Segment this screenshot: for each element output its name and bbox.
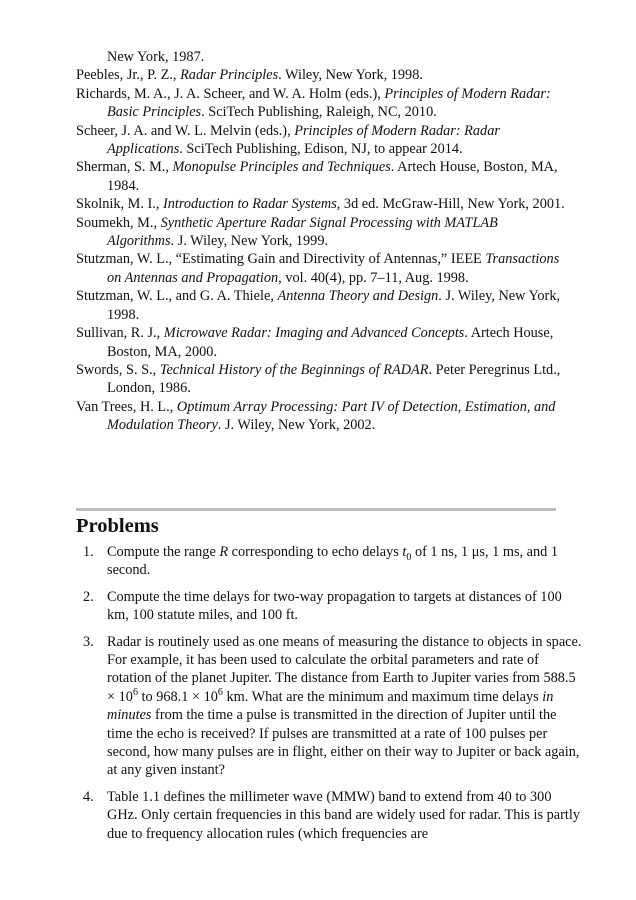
reference-entry: [76, 66, 568, 84]
reference-details: . Peter Peregrinus Ltd., London, 1986.: [107, 361, 561, 397]
problem-number: 2.: [83, 588, 94, 605]
problem-list: [76, 543, 584, 851]
reference-authors: Stutzman, W. L., “Estimating Gain and Directivity of Antennas,” IEEE: [76, 251, 486, 268]
reference-title: Microwave Radar: Imaging and Advanced Concepts: [163, 325, 465, 342]
problem-number: 3.: [83, 633, 94, 650]
reference-details: . Artech House, Boston, MA, 2000.: [107, 325, 554, 360]
reference-authors: Sherman, S. M.,: [76, 159, 173, 176]
reference-details: . Wiley, New York, 1998.: [278, 67, 423, 84]
reference-entry: [76, 361, 568, 398]
reference-authors: Skolnik, M. I.,: [76, 196, 163, 213]
problem-text: 0: [406, 551, 412, 563]
reference-entry: [76, 324, 568, 361]
reference-entry: [76, 122, 568, 159]
reference-title: Principles of Modern Radar: Radar Applications: [107, 122, 500, 158]
problem-text: R: [219, 544, 229, 560]
reference-details: . SciTech Publishing, Raleigh, NC, 2010.: [201, 104, 437, 121]
reference-title: Transactions on Antennas and Propagation: [107, 251, 560, 286]
reference-details: . J. Wiley, New York, 2002.: [217, 417, 376, 434]
reference-details: , vol. 40(4), pp. 7–11, Aug. 1998.: [278, 269, 469, 286]
reference-details: . Artech House, Boston, MA, 1984.: [107, 159, 558, 194]
reference-authors: Soumekh, M.,: [76, 214, 161, 231]
reference-details: . J. Wiley, New York, 1998.: [107, 288, 561, 323]
reference-title: Radar Principles: [180, 67, 279, 84]
reference-entry: [76, 250, 568, 287]
problem-item: [76, 633, 584, 780]
reference-entry: [76, 195, 568, 213]
reference-authors: Richards, M. A., J. A. Scheer, and W. A. Holm (eds.),: [76, 85, 385, 102]
problem-text: to 968.1 × 10: [137, 688, 218, 705]
reference-title: Introduction to Radar Systems: [162, 196, 337, 213]
reference-title: Monopulse Principles and Techniques: [172, 159, 391, 176]
problem-text: in minutes: [107, 688, 554, 724]
reference-authors: Stutzman, W. L., and G. A. Thiele,: [76, 288, 278, 305]
problem-text: 6: [132, 687, 138, 699]
reference-title: Optimum Array Processing: Part IV of Detection, Estimation, and Modulation Theory: [107, 398, 556, 434]
reference-authors: Peebles, Jr., P. Z.,: [76, 67, 181, 84]
problem-text: Compute the time delays for two-way propagation to targets at distances of 100 km, 100 statute miles, and 100 ft.: [107, 588, 562, 624]
reference-entry: [76, 48, 568, 66]
problem-item: [76, 788, 584, 843]
reference-authors: Scheer, J. A. and W. L. Melvin (eds.),: [76, 122, 295, 139]
problem-text: km. What are the minimum and maximum time delays: [222, 688, 543, 705]
reference-entry: [76, 85, 568, 122]
problem-item: [76, 543, 584, 580]
problem-number: 1.: [83, 544, 94, 560]
problem-number: 4.: [83, 788, 94, 805]
problems-heading: Problems: [76, 515, 159, 537]
reference-entry: [76, 158, 568, 195]
problem-text: Radar is routinely used as one means of measuring the distance to objects in space. For example, it has been used to calculate the orbital parameters and rate of rotation of the planet Jupiter. The distance from Earth to Jupiter varies from 588.5 × 10: [107, 633, 582, 705]
problem-text: Table 1.1 defines the millimeter wave (MMW) band to extend from 40 to 300 GHz. Only certain frequencies in this band are widely used for radar. This is partly due to frequency allocation rules (which frequencies are: [107, 788, 580, 842]
reference-authors: Van Trees, H. L.,: [76, 398, 177, 415]
reference-text: New York, 1987.: [107, 49, 205, 65]
reference-details: . SciTech Publishing, Edison, NJ, to appear 2014.: [179, 141, 463, 158]
problem-text: Compute the range: [107, 544, 220, 560]
problem-text: of 1 ns, 1 μs, 1 ms, and 1 second.: [107, 544, 559, 579]
reference-list: [76, 48, 568, 435]
problem-text: corresponding to echo delays: [228, 544, 403, 560]
problem-item: [76, 588, 584, 625]
section-divider: [76, 508, 556, 511]
reference-entry: [76, 287, 568, 324]
reference-title: Antenna Theory and Design: [277, 288, 439, 305]
reference-entry: [76, 398, 568, 435]
reference-title: Principles of Modern Radar: Basic Principles: [107, 85, 551, 121]
reference-details: . J. Wiley, New York, 1999.: [170, 233, 329, 250]
problem-text: 6: [217, 687, 223, 699]
reference-details: , 3d ed. McGraw-Hill, New York, 2001.: [336, 196, 565, 213]
reference-entry: [76, 214, 568, 251]
problem-text: from the time a pulse is transmitted in the direction of Jupiter until the time the echo is received? If pulses are transmitted at a rate of 100 pulses per second, how many pulses are in flight, either on their way to Jupiter or back again, at any given instant?: [107, 707, 580, 779]
reference-title: Synthetic Aperture Radar Signal Processing with MATLAB Algorithms: [107, 214, 498, 250]
reference-authors: Sullivan, R. J.,: [76, 325, 164, 342]
reference-title: Technical History of the Beginnings of RADAR: [159, 361, 429, 378]
reference-authors: Swords, S. S.,: [76, 361, 160, 378]
problem-text: t: [402, 544, 407, 560]
